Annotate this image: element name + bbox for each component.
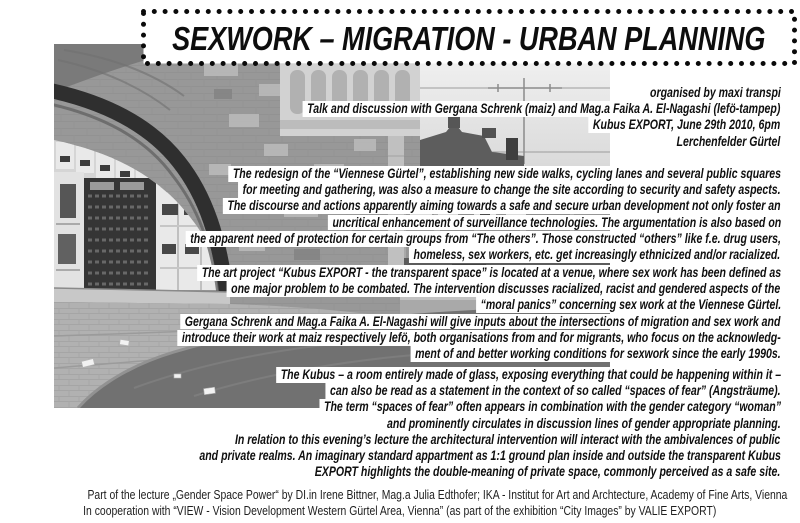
text-line	[9, 463, 783, 479]
event-info-line	[151, 116, 783, 132]
body-paragraph-1	[0, 165, 783, 262]
text-line	[0, 313, 783, 329]
organiser-line: organised by maxi transpi	[645, 85, 783, 101]
credits-line-content: Part of the lecture „Gender Space Power“ by DI.in Irene Bittner, Mag.a Julia Edthofer; IKA - Institut for Art and Archtecture, Academy of Fine Arts, Vienna	[87, 487, 788, 502]
text-line	[9, 382, 783, 398]
text-line-content: Gergana Schrenk and Mag.a Faika A. El-Nagashi will give inputs about the intersections of migration and sex work and	[181, 314, 783, 330]
text-line	[9, 447, 783, 463]
text-line-content: introduce their work at maiz respectively lefö, both organisations from and for migrants, who focus on the acknowledg-	[177, 330, 783, 346]
credits-line	[0, 502, 800, 518]
text-line-content: uncritical enhancement of surveillance technologies. The argumentation is also based on	[327, 215, 783, 231]
text-line-content: “moral panics” concerning sex work at the Viennese Gürtel.	[476, 297, 783, 313]
event-info-line	[151, 100, 783, 116]
text-line	[0, 345, 783, 361]
title-box	[140, 8, 798, 67]
text-line-content: and prominently circulates in discussion lines of gender appropriate planning.	[383, 416, 783, 432]
text-line-content: The Kubus – a room entirely made of glass, exposing everything that could be happening within it –	[276, 367, 783, 383]
page-title	[140, 8, 798, 67]
text-line	[9, 431, 783, 447]
text-line	[0, 214, 783, 230]
event-title-text: SEXWORK – MIGRATION - URBAN PLANNING	[172, 20, 766, 57]
text-line-content: homeless, sex workers, etc. get increasingly ethnicized and/or racialized.	[409, 247, 783, 263]
text-line-content: EXPORT highlights the double-meaning of private space, commonly perceived as a safe site.	[311, 464, 783, 480]
credits-line-content: In cooperation with “VIEW - Vision Development Western Gürtel Area, Vienna” (as part of the exhibition “City Images” by VALIE EXPORT)	[83, 502, 717, 518]
text-line	[0, 165, 783, 181]
event-info-line	[151, 84, 783, 100]
text-line	[0, 264, 783, 280]
text-line	[0, 246, 783, 262]
event-info-block	[151, 84, 783, 149]
text-line	[9, 398, 783, 414]
body-paragraph-3	[9, 366, 783, 479]
text-line-content: one major problem to be combated. The intervention discusses racialized, racist and gendered aspects of the	[227, 281, 783, 297]
body-paragraph-2	[0, 264, 783, 361]
text-line-content: The redesign of the “Viennese Gürtel”, establishing new side walks, cycling lanes and several public squares	[228, 166, 783, 182]
venue-date-line: Kubus EXPORT, June 29th 2010, 6pm	[589, 117, 783, 133]
text-line	[0, 181, 783, 197]
text-line	[0, 280, 783, 296]
speakers-line: Talk and discussion with Gergana Schrenk (maiz) and Mag.a Faika A. El-Nagashi (lefö-tampep)	[303, 101, 783, 117]
text-line-content: ment of and better working conditions for sexwork since the early 1990s.	[411, 346, 783, 362]
text-line-content: The discourse and actions apparently aiming towards a safe and secure urban development not only foster an	[223, 198, 783, 214]
event-info-line	[151, 133, 783, 149]
text-line	[9, 366, 783, 382]
credits-block	[0, 486, 800, 517]
text-line-content: In relation to this evening’s lecture the architectural intervention will interact with the ambivalences of public	[231, 432, 783, 448]
text-line	[0, 296, 783, 312]
text-line	[0, 197, 783, 213]
text-line-content: for meeting and gathering, was also a measure to change the site according to security and safety aspects.	[238, 182, 783, 198]
text-line	[9, 415, 783, 431]
text-line	[0, 329, 783, 345]
text-line-content: The term “spaces of fear” often appears in combination with the gender category “woman”	[319, 399, 783, 415]
credits-line	[0, 486, 800, 502]
text-line-content: The art project “Kubus EXPORT - the transparent space” is located at a venue, where sex work has been defined as	[197, 265, 783, 281]
text-line	[0, 230, 783, 246]
text-line-content: the apparent need of protection for certain groups from “The others”. Those constructed “others” like f.e. drug users,	[185, 231, 783, 247]
text-line-content: can also be read as a statement in the context of so called “spaces of fear” (Angsträume).	[326, 383, 783, 399]
location-line: Lerchenfelder Gürtel	[672, 134, 783, 150]
text-line-content: and private realms. An imaginary standard appartment as 1:1 ground plan inside and outside the transparent Kubus	[195, 448, 783, 464]
